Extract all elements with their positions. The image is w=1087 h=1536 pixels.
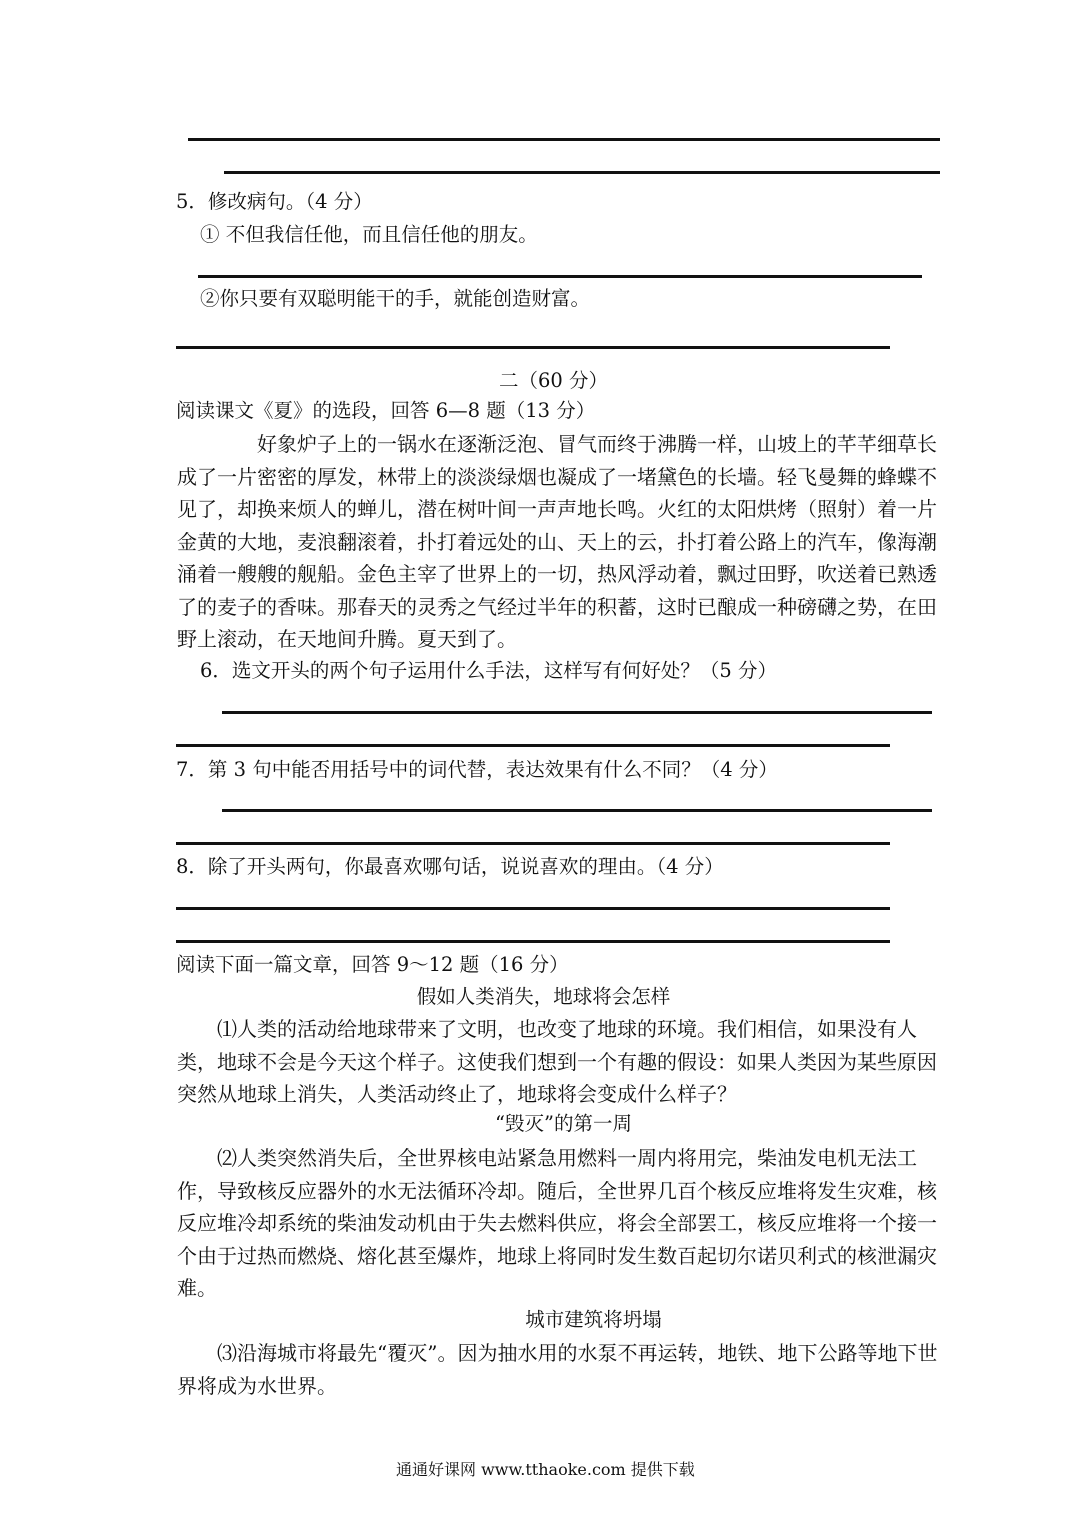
- answer-line: [222, 809, 932, 812]
- article-title: 假如人类消失，地球将会怎样: [416, 985, 671, 1008]
- article-paragraph-2: ⑵人类突然消失后，全世界核电站紧急用燃料一周内将用完，柴油发电机无法工作，导致核反应器外的水无法循环冷却。随后，全世界几百个核反应堆将发生灾难，核反应堆冷却系统的柴油发动机由于失去燃料供应，将会全部罢工，核反应堆将一个接一个由于过热而燃烧、熔化甚至爆炸，地球上将同时发生数百起切尔诺贝利式的核泄漏灾难。: [177, 1146, 937, 1300]
- reading-intro-2: 阅读下面一篇文章，回答 9～12 题（16 分）: [176, 953, 569, 976]
- answer-line: [176, 744, 890, 747]
- q5-title: 5．修改病句。（4 分）: [176, 190, 373, 213]
- article-paragraph-3: ⑶沿海城市将最先“覆灭”。因为抽水用的水泵不再运转，地铁、地下公路等地下世界将成为水世界。: [177, 1341, 938, 1398]
- page-footer: 通通好课网 www.tthaoke.com 提供下载: [396, 1460, 695, 1479]
- article-subtitle-1: “毁灭”的第一周: [495, 1112, 632, 1135]
- answer-line: [198, 275, 922, 278]
- answer-line: [176, 842, 890, 845]
- answer-line: [176, 346, 890, 349]
- question-7: 7．第 3 句中能否用括号中的词代替，表达效果有什么不同？（4 分）: [176, 758, 778, 781]
- article-paragraph-1: ⑴人类的活动给地球带来了文明，也改变了地球的环境。我们相信，如果没有人类，地球不会是今天这个样子。这使我们想到一个有趣的假设：如果人类因为某些原因突然从地球上消失，人类活动终止了，地球将会变成什么样子？: [177, 1017, 937, 1106]
- answer-line: [222, 711, 932, 714]
- answer-line: [188, 138, 940, 141]
- passage-summer: 好象炉子上的一锅水在逐渐泛泡、冒气而终于沸腾一样，山坡上的芊芊细草长成了一片密密的厚发，林带上的淡淡绿烟也凝成了一堵黛色的长墙。轻飞曼舞的蜂蝶不见了，却换来烦人的蝉儿，潜在树叶间一声声地长鸣。火红的太阳烘烤（照射）着一片金黄的大地，麦浪翻滚着，扑打着远处的山、天上的云，扑打着公路上的汽车，像海潮涌着一艘艘的舰船。金色主宰了世界上的一切，热风浮动着，飘过田野，吹送着已熟透了的麦子的香味。那春天的灵秀之气经过半年的积蓄，这时已酿成一种磅礴之势，在田野上滚动，在天地间升腾。夏天到了。: [177, 432, 937, 651]
- q5-item-1: ① 不但我信任他，而且信任他的朋友。: [200, 223, 538, 246]
- section-heading: 二（60 分）: [498, 369, 608, 392]
- question-6: 6．选文开头的两个句子运用什么手法，这样写有何好处？（5 分）: [200, 659, 778, 682]
- answer-line: [176, 907, 890, 910]
- q5-item-2: ②你只要有双聪明能干的手，就能创造财富。: [200, 287, 591, 310]
- article-subtitle-2: 城市建筑将坍塌: [525, 1308, 662, 1331]
- answer-line: [224, 171, 940, 174]
- reading-intro: 阅读课文《夏》的选段，回答 6—8 题（13 分）: [176, 399, 596, 422]
- answer-line: [176, 940, 890, 943]
- question-8: 8．除了开头两句，你最喜欢哪句话，说说喜欢的理由。（4 分）: [176, 855, 724, 878]
